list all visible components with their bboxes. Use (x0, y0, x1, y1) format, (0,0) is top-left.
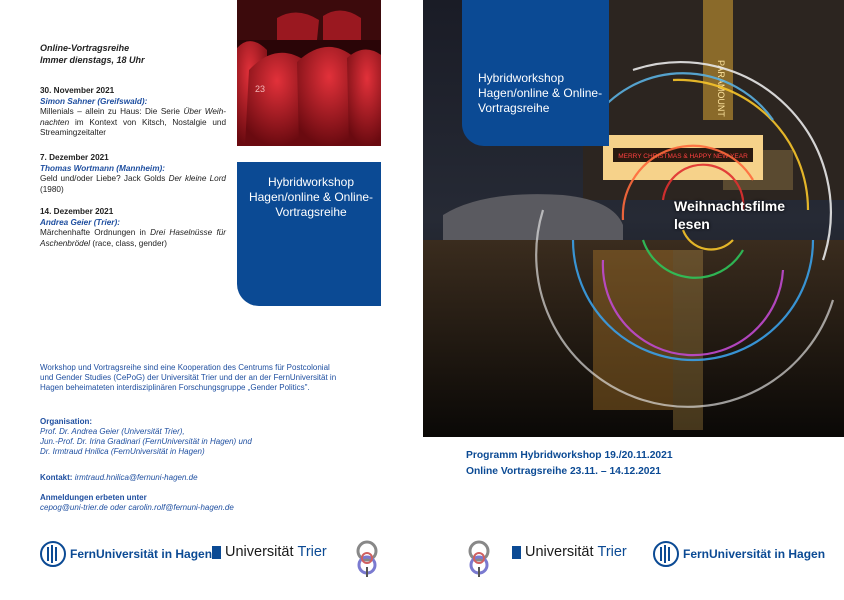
uni-trier-logo-text-b: Trier (297, 544, 327, 560)
marquee-top-text: PARAMOUNT (716, 60, 726, 117)
uni-trier-mark-icon (212, 546, 221, 559)
talk-speaker: Andrea Geier (Trier): (40, 217, 120, 227)
event-title-right: Hybridworkshop Hagen/online & Online-Vortragsreihe (478, 71, 603, 115)
event-title-left: Hybridworkshop Hagen/online & Online-Vortragsreihe (248, 175, 374, 219)
series-title-line2: Immer dienstags, 18 Uhr (40, 55, 145, 65)
organisation-line: Jun.-Prof. Dr. Irina Gradinari (FernUniversität in Hagen) und (40, 437, 252, 446)
talk-description: Märchenhafte Ordnungen in Drei Haselnüsse für Aschenbrödel (race, class, gender) (40, 228, 226, 248)
event-title-box-left (237, 162, 381, 306)
uni-trier-mark-icon (512, 546, 521, 559)
contact-line (40, 473, 340, 483)
uni-trier-logo-text-a: Universität (525, 544, 594, 560)
series-title (40, 42, 145, 66)
cinema-seats-image (237, 0, 381, 146)
talk-item (40, 153, 226, 195)
registration-emails[interactable]: cepog@uni-trier.de oder carolin.rolf@fernuni-hagen.de (40, 503, 234, 512)
cepog-logo-icon (466, 537, 492, 584)
organisation-line: Dr. Irmtraud Hnilica (FernUniversität in Hagen) (40, 447, 205, 456)
registration-label: Anmeldungen erbeten unter (40, 493, 147, 502)
fernuni-logo-text: FernUniversität in Hagen (683, 547, 826, 561)
marquee-sign-text: MERRY CHRISTMAS & HAPPY NEW YEAR (618, 153, 748, 160)
cepog-logo-icon (354, 537, 380, 584)
uni-trier-logo-text-a: Universität (225, 544, 294, 560)
talk-item (40, 86, 226, 139)
program-line-2: Online Vortragsreihe 23.11. – 14.12.2021 (466, 466, 661, 477)
series-title-line1: Online-Vortragsreihe (40, 43, 130, 53)
program-line-1: Programm Hybridworkshop 19./20.11.2021 (466, 450, 673, 461)
cooperation-text: Workshop und Vortragsreihe sind eine Kooperation des Centrums für Postcolonial und Gender Studies (CePoG) der Universität Trier und der an der FernUniversität in Hagen beheimateten interdisziplinären Forschungsgruppe „Gender Politics". (40, 363, 337, 392)
registration-block (40, 493, 340, 513)
fernuni-logo (653, 541, 825, 567)
talk-date: 14. Dezember 2021 (40, 207, 114, 216)
uni-trier-logo (212, 544, 327, 560)
contact-email-link[interactable]: irmtraud.hnilica@fernuni-hagen.de (74, 473, 198, 482)
uni-trier-logo-text-b: Trier (597, 544, 627, 560)
talk-description: Millenials – allein zu Haus: Die Serie Über Weih-nachten im Kontext von Kitsch, Nostalgie und Streamingzeitalter (40, 107, 226, 138)
fernuni-emblem-icon (653, 541, 679, 567)
fernuni-emblem-icon (40, 541, 66, 567)
event-title-box-right (462, 0, 609, 146)
fernuni-logo-text: FernUniversität in Hagen (70, 547, 213, 561)
organisation-line: Prof. Dr. Andrea Geier (Universität Trier), (40, 427, 185, 436)
talk-speaker: Thomas Wortmann (Mannheim): (40, 163, 165, 173)
organisation-label: Organisation: (40, 417, 93, 426)
talk-description: Geld und/oder Liebe? Jack Golds Der kleine Lord (1980) (40, 174, 226, 194)
uni-trier-logo (512, 544, 627, 560)
seat-number: 23 (255, 84, 266, 94)
fernuni-logo (40, 541, 212, 567)
talk-item (40, 207, 226, 249)
talk-date: 7. Dezember 2021 (40, 153, 109, 162)
talk-date: 30. November 2021 (40, 86, 115, 95)
cover-title: Weihnachtsfilme lesen (674, 198, 785, 232)
talk-speaker: Simon Sahner (Greifswald): (40, 96, 148, 106)
organisation-block (40, 417, 340, 457)
contact-label: Kontakt: (40, 473, 73, 482)
